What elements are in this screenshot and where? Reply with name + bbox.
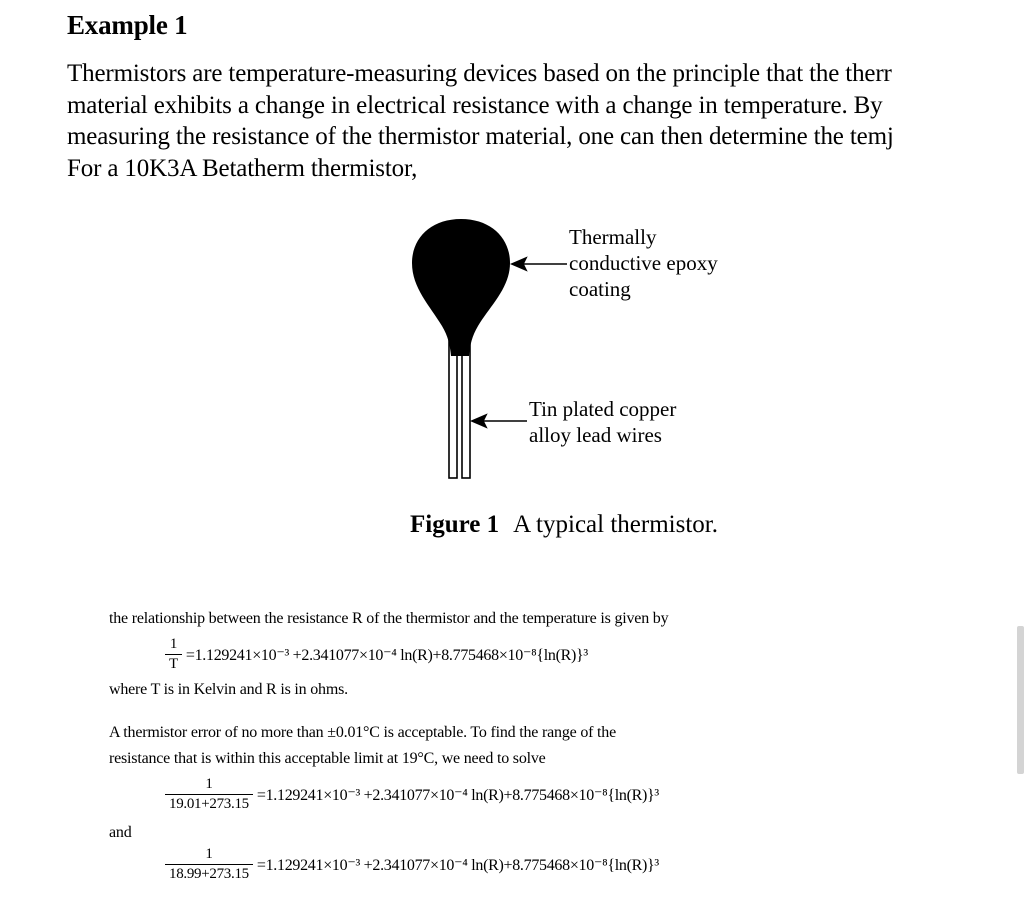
intro-line: Thermistors are temperature-measuring devices based on the principle that the therr (67, 60, 892, 87)
upper-limit-equation (165, 776, 659, 813)
example-heading: Example 1 (67, 10, 188, 40)
intro-line: material exhibits a change in electrical resistance with a change in temperature. By (67, 91, 883, 119)
thermistor-bulb (412, 219, 510, 356)
lead-arrow (472, 415, 527, 427)
fraction-numerator: 1 (205, 776, 213, 792)
main-equation-fraction (165, 636, 182, 673)
fraction-denominator: T (165, 654, 182, 673)
scrollbar[interactable] (1017, 626, 1024, 774)
coating-arrow (512, 258, 567, 270)
main-equation (165, 636, 588, 673)
figure-caption (410, 511, 718, 539)
where-text: where T is in Kelvin and R is in ohms. (109, 681, 348, 698)
lower-equation-fraction (165, 846, 253, 883)
lower-limit-equation (165, 846, 659, 883)
lead-wires-label: Tin plated copper alloy lead wires (529, 397, 677, 447)
lead-wires (449, 338, 470, 478)
intro-line: For a 10K3A Betatherm thermistor, (67, 154, 418, 182)
equation-rhs: =1.129241×10⁻³ +2.341077×10⁻⁴ ln(R)+8.775468×10⁻⁸{ln(R)}³ (256, 786, 659, 804)
equation-rhs: =1.129241×10⁻³ +2.341077×10⁻⁴ ln(R)+8.775468×10⁻⁸{ln(R)}³ (185, 646, 588, 664)
error-text-line-1: A thermistor error of no more than ±0.01°C is acceptable. To find the range of the (109, 724, 616, 741)
figure-title: A typical thermistor. (513, 511, 718, 538)
fraction-numerator: 1 (205, 846, 213, 862)
coating-label: Thermally conductive epoxy coating (569, 225, 718, 301)
fraction-numerator: 1 (169, 636, 178, 652)
upper-equation-fraction (165, 776, 253, 813)
and-text: and (109, 824, 132, 841)
fraction-denominator: 18.99+273.15 (165, 864, 253, 883)
figure-number: Figure 1 (410, 511, 500, 538)
equation-rhs: =1.129241×10⁻³ +2.341077×10⁻⁴ ln(R)+8.775468×10⁻⁸{ln(R)}³ (256, 856, 659, 874)
error-text-line-2: resistance that is within this acceptable limit at 19°C, we need to solve (109, 750, 546, 767)
fraction-denominator: 19.01+273.15 (165, 794, 253, 813)
intro-line: measuring the resistance of the thermistor material, one can then determine the temj (67, 123, 894, 150)
relationship-text: the relationship between the resistance R of the thermistor and the temperature is given by (109, 610, 669, 627)
